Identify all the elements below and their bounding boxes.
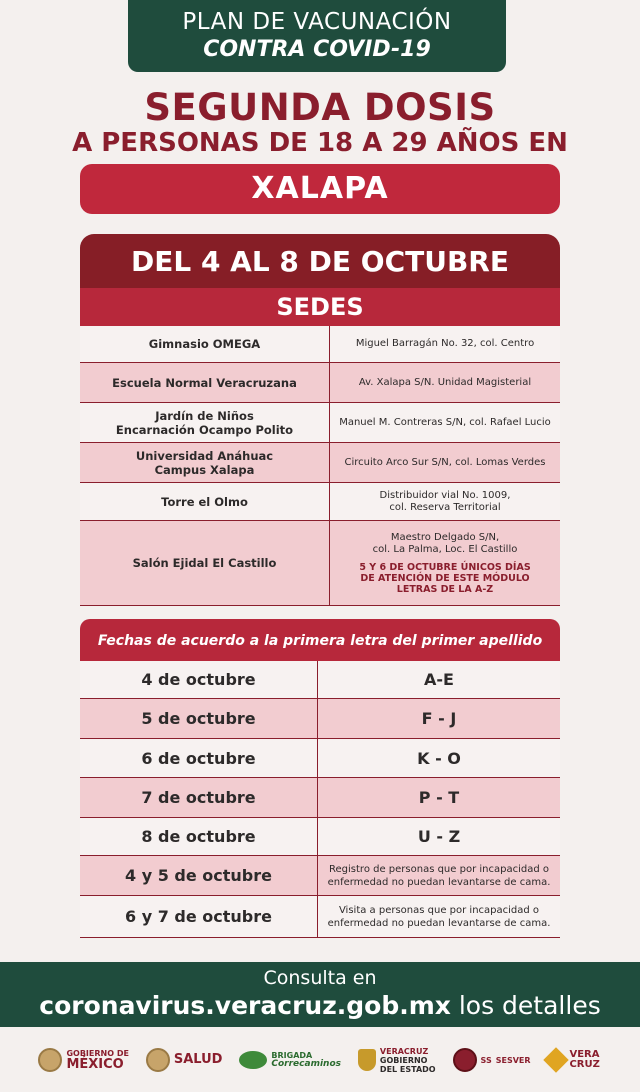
fecha-row [80,896,560,938]
date-range-header: DEL 4 AL 8 DE OCTUBRE [80,234,560,288]
salud-logo: SALUD [146,1048,223,1072]
sede-row [80,521,560,606]
fecha-letters: P - T [418,788,460,807]
roadrunner-icon [239,1051,267,1069]
sede-address: Av. Xalapa S/N. Unidad Magisterial [358,376,532,388]
fecha-date: 6 y 7 de octubre [80,896,318,937]
gobierno-mexico-logo: GOBIERNO DE MÉXICO [38,1048,128,1072]
sede-name: Salón Ejidal El Castillo [80,521,330,605]
sede-address: Distribuidor vial No. 1009, col. Reserva Territorial [379,489,511,513]
fecha-row [80,778,560,818]
fecha-letters: U - Z [417,827,461,846]
fecha-row [80,699,560,739]
fechas-table [80,661,560,938]
fecha-letters: F - J [421,709,457,728]
footer-url-link[interactable]: coronavirus.veracruz.gob.mx [39,991,451,1020]
plan-banner [128,0,506,72]
ss-sesver-logo: SS SESVER [453,1048,531,1072]
headline-subtitle: A PERSONAS DE 18 A 29 AÑOS EN [72,128,568,158]
sede-row [80,443,560,483]
fecha-row [80,856,560,896]
footer-suffix: los detalles [450,991,601,1020]
sedes-header: SEDES [80,288,560,326]
fecha-description: Registro de personas que por incapacidad o enfermedad no puedan levantarse de cama. [327,863,551,888]
sede-name: Jardín de Niños Encarnación Ocampo Polito [80,403,330,442]
shield-icon [358,1049,376,1071]
sede-address: Miguel Barragán No. 32, col. Centro [355,338,535,349]
banner-line2: CONTRA COVID-19 [203,37,431,62]
footer-banner [0,962,640,1027]
fecha-letters: A-E [424,670,454,689]
fecha-date: 5 de octubre [80,699,318,738]
fechas-header: Fechas de acuerdo a la primera letra del primer apellido [80,619,560,661]
banner-line1: PLAN DE VACUNACIÓN [182,9,452,35]
sede-address: Maestro Delgado S/N, col. La Palma, Loc. El Castillo [372,531,518,555]
fecha-date: 4 y 5 de octubre [80,856,318,895]
footer-consulta: Consulta en [263,967,377,989]
city-badge: XALAPA [80,164,560,214]
sede-address: Circuito Arco Sur S/N, col. Lomas Verdes [344,456,546,468]
flower-icon [544,1047,569,1072]
sede-name: Escuela Normal Veracruzana [80,363,330,402]
brigada-correcaminos-logo: BRIGADA Correcaminos [239,1051,341,1069]
fecha-row [80,661,560,699]
veracruz-gobierno-logo: VERACRUZ GOBIERNO DEL ESTADO [358,1047,436,1074]
eagle-seal-icon [146,1048,170,1072]
sede-name: Torre el Olmo [80,483,330,520]
sede-row [80,483,560,521]
logos-bar [0,1040,640,1080]
veracruz-logo: VERA CRUZ [547,1050,601,1070]
sede-note: 5 Y 6 DE OCTUBRE ÚNICOS DÍAS DE ATENCIÓN DE ESTE MÓDULO LETRAS DE LA A-Z [359,561,531,595]
fecha-row [80,739,560,778]
fecha-letters: K - O [417,748,461,768]
sede-row [80,326,560,363]
sede-name: Gimnasio OMEGA [80,326,330,362]
sedes-table [80,326,560,606]
fecha-date: 4 de octubre [80,661,318,698]
fecha-date: 7 de octubre [80,778,318,817]
fecha-date: 6 de octubre [80,739,318,777]
fecha-description: Visita a personas que por incapacidad o enfermedad no puedan levantarse de cama. [327,904,551,929]
fecha-date: 8 de octubre [80,818,318,855]
eagle-seal-icon [38,1048,62,1072]
sede-name: Universidad Anáhuac Campus Xalapa [80,443,330,482]
sede-row [80,363,560,403]
headline-title: SEGUNDA DOSIS [144,86,496,129]
sede-row [80,403,560,443]
fecha-row [80,818,560,856]
ss-seal-icon [453,1048,477,1072]
sede-address: Manuel M. Contreras S/N, col. Rafael Lucio [339,416,551,428]
